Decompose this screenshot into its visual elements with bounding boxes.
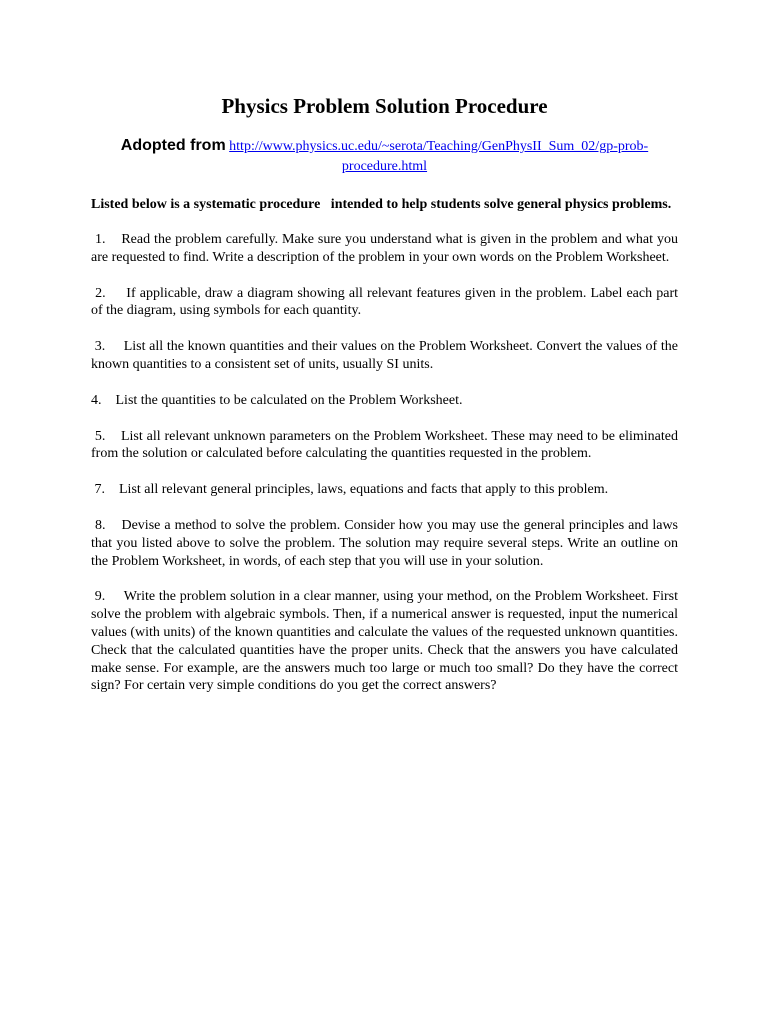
step-item [91,588,678,695]
step-text: List all relevant general principles, laws, equations and facts that apply to this problem. [119,482,609,498]
page-title: Physics Problem Solution Procedure [221,94,548,118]
source-attribution [91,136,678,177]
step-number: 2. [91,285,127,301]
step-number: 5. [91,428,121,444]
step-text: If applicable, draw a diagram showing all relevant features given in the problem. Label each part of the diagram, using symbols for each quantity. [91,285,678,319]
step-number: 9. [91,589,124,605]
step-item [91,285,678,321]
step-number: 4. [91,392,116,408]
step-text: List all relevant unknown parameters on the Problem Worksheet. These may need to be eliminated from the solution or calculated before calculating the quantities requested in the problem. [91,428,678,462]
step-text: List all the known quantities and their values on the Problem Worksheet. Convert the values of the known quantities to a consistent set of units, usually SI units. [91,339,679,372]
step-number: 8. [91,517,122,533]
step-number: 1. [91,232,122,247]
step-item [91,231,678,267]
source-link[interactable]: http://www.physics.uc.edu/~serota/Teaching/GenPhysII_Sum_02/gp-prob-procedure.html [229,139,649,174]
intro-paragraph: Listed below is a systematic procedure intended to help students solve general physics problems. [91,197,672,212]
step-number: 3. [91,339,124,355]
step-text: Read the problem carefully. Make sure you understand what is given in the problem and what you are requested to find. Write a description of the problem in your own words on the Problem Worksheet. [91,232,678,265]
step-number: 7. [91,482,119,498]
adopted-from-label: Adopted from [120,137,226,154]
step-text: Devise a method to solve the problem. Consider how you may use the general principles and laws that you listed above to solve the problem. The solution may require several steps. Write an outline on the Problem Worksheet, in words, of each step that you will use in your solution. [91,517,679,569]
step-text: Write the problem solution in a clear manner, using your method, on the Problem Worksheet. First solve the problem with algebraic symbols. Then, if a numerical answer is requested, input the numerical values (with units) of the known quantities and calculate the values of the requested unknown quantities. Check that the calculated quantities have the proper units. Check that the answers you have calculated make sense. For example, are the answers much too large or much too small? Do they have the correct sign? For certain very simple conditions do you get the correct answers? [91,589,678,694]
step-item [91,392,678,410]
steps-list [91,231,678,695]
step-item [91,338,678,374]
step-text: List the quantities to be calculated on the Problem Worksheet. [115,392,463,408]
step-item [91,517,678,570]
step-item [91,428,678,464]
step-item [91,481,678,499]
